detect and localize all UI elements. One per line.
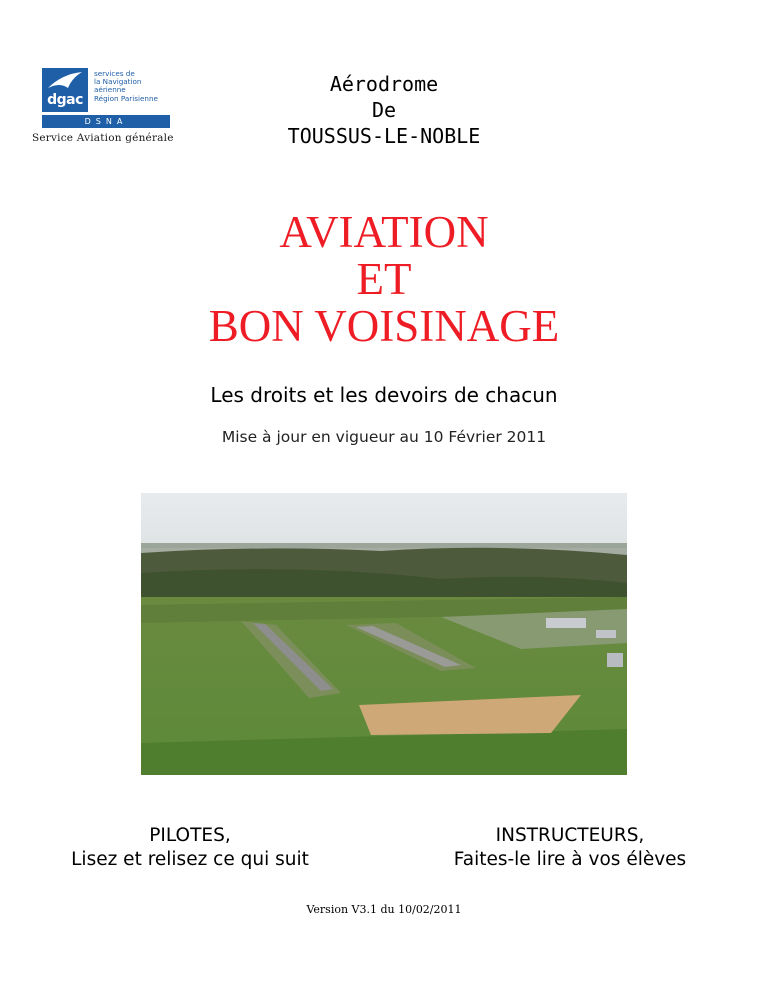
- title-line-3: BON VOISINAGE: [208, 301, 560, 351]
- logo-line: aérienne: [94, 85, 126, 95]
- instructors-text: Faites-le lire à vos élèves: [453, 849, 687, 870]
- header-line-de: De: [371, 98, 397, 122]
- logo-brand: dgac: [47, 92, 83, 108]
- pilots-text: Lisez et relisez ce qui suit: [71, 849, 309, 870]
- instructors-heading: INSTRUCTEURS,: [495, 825, 645, 846]
- pilots-heading: PILOTES,: [149, 825, 231, 846]
- pilots-notice: [40, 824, 340, 872]
- main-title: [0, 209, 768, 350]
- title-line-1: AVIATION: [279, 207, 489, 257]
- logo-line: services de: [94, 69, 135, 78]
- update-note: Mise à jour en vigueur au 10 Février 2011: [221, 428, 547, 446]
- header-block: [0, 71, 768, 149]
- logo-subtitle: Service Aviation générale: [32, 132, 174, 144]
- instructors-notice: [420, 824, 720, 872]
- aerial-photo: [141, 493, 627, 775]
- header-line-aerodrome: Aérodrome: [329, 72, 439, 96]
- logo-bar: DSNA: [42, 115, 170, 128]
- logo-line: Région Parisienne: [94, 93, 158, 103]
- logo-line: la Navigation: [94, 77, 142, 87]
- title-line-2: ET: [356, 254, 412, 304]
- version-label: Version V3.1 du 10/02/2011: [306, 903, 462, 916]
- header-line-name: TOUSSUS-LE-NOBLE: [287, 124, 481, 148]
- subtitle: Les droits et les devoirs de chacun: [210, 383, 558, 407]
